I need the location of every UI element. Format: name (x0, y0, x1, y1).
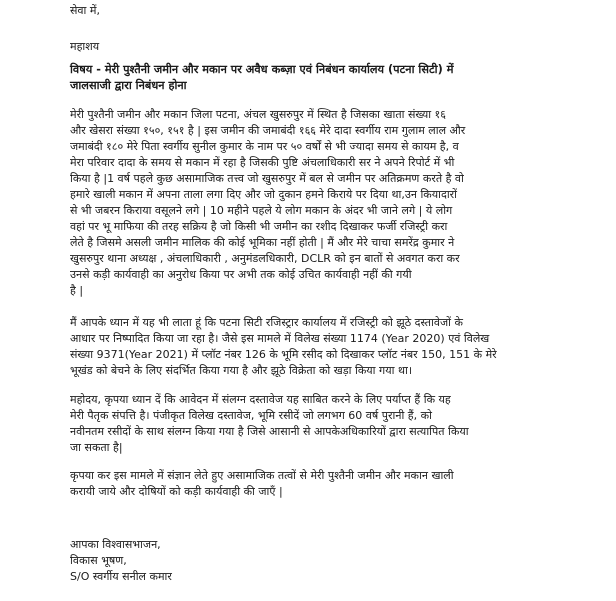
paragraph-line: खुसरुपुर थाना अध्यक्ष , अंचलाधिकारी , अनुमंडलधिकारी, DCLR को इन बातों से अवगत करा कर (70, 252, 460, 265)
salutation: महाशय (70, 40, 100, 53)
paragraph-line: है | (70, 284, 84, 297)
paragraph-line: भूखंड को बेचने के लिए संदर्भित किया गया है और झूठे विक्रेता को खड़ा किया गया था। (70, 364, 412, 377)
closing-line: आपका विश्वासभाजन, (70, 538, 161, 551)
paragraph-line: जा सकता है| (70, 441, 123, 454)
paragraph-line: मेरी पैतृक संपत्ति है। पंजीकृत विलेख दस्तावेज, भूमि रसीदें जो लगभग 60 वर्ष पुरानी हैं, को (70, 409, 432, 422)
paragraph-line: वहां पर भू माफिया की तरह सक्रिय है जो किसी भी जमीन का रशीद दिखाकर फर्जी रजिस्ट्री करा (70, 220, 448, 233)
paragraph-line: जमाबंदी १८० मेरे पिता स्वर्गीय सुनील कुमार के नाम पर ५० वर्षों से भी ज्यादा समय से कायम है, व (70, 140, 459, 153)
paragraph-line: महोदय, कृपया ध्यान दें कि आवेदन में संलग्न दस्तावेज यह साबित करने के लिए पर्याप्त हैं कि यह (70, 393, 451, 406)
salutation-to: सेवा में, (70, 4, 100, 17)
subject-line: जालसाजी द्वारा निबंधन होना (70, 79, 187, 92)
paragraph-line: मैं आपके ध्यान में यह भी लाता हूं कि पटना सिटी रजिस्ट्रार कार्यालय में रजिस्ट्री को झूठे दस्तावेजों के (70, 316, 463, 329)
paragraph-line: मेरी पुश्तैनी जमीन और मकान जिला पटना, अंचल खुसरुपुर में स्थित है जिसका खाता संख्या १६ (70, 108, 446, 121)
paragraph-line: और खेसरा संख्या १५०, १५१ है | इस जमीन की जमाबंदी १६६ मेरे दादा स्वर्गीय राम गुलाम लाल और (70, 124, 466, 137)
paragraph-line: से भी जबरन किराया वसूलने लगे | 10 महीने पहले ये लोग मकान के अंदर भी जाने लगे | ये लोग (70, 204, 453, 217)
paragraph-line: उनसे कड़ी कार्यवाही का अनुरोध किया पर अभी तक कोई उचित कार्यवाही नहीं की गयी (70, 268, 412, 281)
paragraph-line: लेते है जिसमे असली जमीन मालिक की कोई भूमिका नहीं होती | मैं और मेरे चाचा समरेंद्र कुमार ने (70, 236, 455, 249)
paragraph-line: करायी जाये और दोषियों को कड़ी कार्यवाही की जाएँ | (70, 485, 283, 498)
paragraph-line: हमारे खाली मकान में अपना ताला लगा दिए और जो दुकान हमने किराये पर दिया था,उन कियादारों (70, 188, 458, 201)
paragraph-line: कृपया कर इस मामले में संज्ञान लेते हुए असामाजिक तत्वों से मेरी पुश्तैनी जमीन और मकान खाली (70, 469, 454, 482)
paragraph-line: संख्या 9371(Year 2021) में प्लॉट नंबर 126 के भूमि रसीद को दिखाकर प्लॉट नंबर 150, 151 के मेरे (70, 348, 497, 361)
paragraph-line: नवीनतम रसीदों के साथ संलग्न किया गया है जिसे आसानी से आपकेअधिकारियों द्वारा सत्यापित किया (70, 425, 469, 438)
subject-line: विषय - मेरी पुश्तैनी जमीन और मकान पर अवैध कब्ज़ा एवं निबंधन कार्यालय (पटना सिटी) में (70, 63, 454, 76)
closing-line: विकास भूषण, (70, 554, 127, 567)
paragraph-line: किया है |1 वर्ष पहले कुछ असामाजिक तत्त्व जो खुसरुपुर में बल से जमीन पर अतिक्रमण करते है वो (70, 172, 464, 185)
paragraph-line: मेरा परिवार दादा के समय से मकान में रहा है जिसकी पुष्टि अंचलाधिकारी सर ने अपने रिपोर्ट में भी (70, 156, 455, 169)
paragraph-line: आधार पर निष्पादित किया जा रहा है। जैसे इस मामले में विलेख संख्या 1174 (Year 2020) एवं विलेख (70, 332, 490, 345)
closing-line: S/O स्वर्गीय सनील कमार (70, 570, 172, 583)
